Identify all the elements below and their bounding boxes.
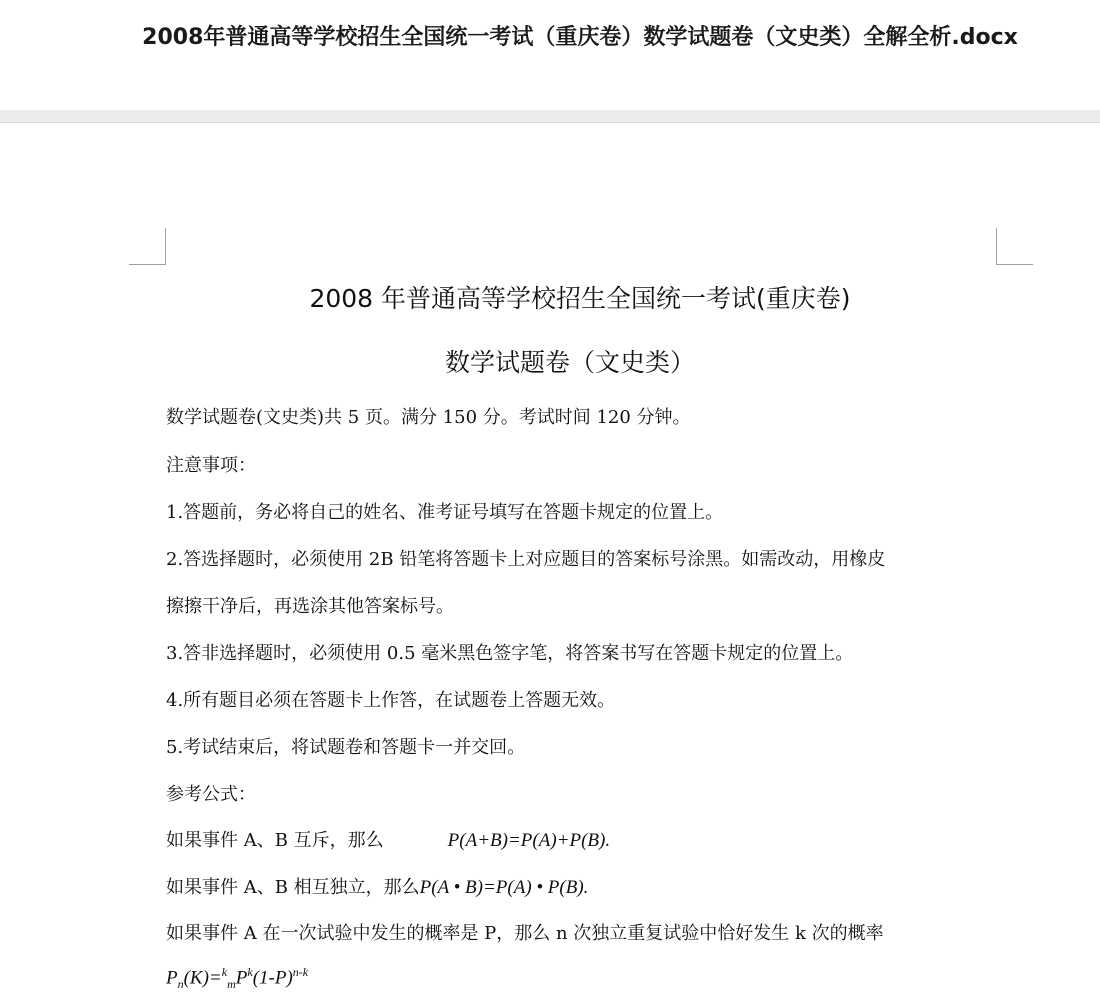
f4-p2: P bbox=[235, 967, 248, 989]
f4-exp: n-k bbox=[292, 965, 309, 979]
doc-heading: 2008 年普通高等学校招生全国统一考试(重庆卷) bbox=[309, 284, 851, 313]
f4-tail: (1-P) bbox=[252, 967, 293, 989]
note-2a: 2.答选择题时，必须使用 2B 铅笔将答题卡上对应题目的答案标号涂黑。如需改动，用橡皮 bbox=[166, 549, 886, 570]
doc-subheading: 数学试题卷（文史类） bbox=[444, 348, 695, 377]
f4-k: k bbox=[221, 965, 228, 979]
f4-m: m bbox=[227, 977, 236, 992]
note-3: 3.答非选择题时，必须使用 0.5 毫米黑色签字笔，将答案书写在答题卡规定的位置上。 bbox=[166, 643, 854, 664]
formula-2-text: 如果事件 A、B 相互独立，那么 bbox=[166, 877, 420, 898]
formula-4-line bbox=[166, 965, 308, 992]
document-page[interactable] bbox=[0, 123, 1100, 990]
f4-p: P bbox=[166, 967, 178, 989]
formula-1-text: 如果事件 A、B 互斥，那么 bbox=[166, 830, 384, 851]
note-2b: 擦擦干净后，再选涂其他答案标号。 bbox=[166, 596, 454, 617]
page-gutter bbox=[0, 110, 1100, 123]
formula-1-expr: P(A+B)=P(A)+P(B). bbox=[447, 830, 611, 851]
margin-corner-top-left bbox=[129, 228, 166, 265]
formula-2-expr: P(A • B)=P(A) • P(B). bbox=[419, 877, 589, 898]
note-1: 1.答题前，务必将自己的姓名、准考证号填写在答题卡规定的位置上。 bbox=[166, 502, 724, 523]
notes-title: 注意事项： bbox=[166, 455, 256, 476]
intro-paragraph: 数学试题卷(文史类)共 5 页。满分 150 分。考试时间 120 分钟。 bbox=[166, 407, 691, 428]
f4-n: n bbox=[177, 977, 184, 992]
margin-corner-top-right bbox=[996, 228, 1033, 265]
formula-3-text: 如果事件 A 在一次试验中发生的概率是 P，那么 n 次独立重复试验中恰好发生 k 次的概率 bbox=[166, 923, 884, 944]
note-4: 4.所有题目必须在答题卡上作答，在试题卷上答题无效。 bbox=[166, 690, 616, 711]
formula-title: 参考公式： bbox=[166, 784, 256, 805]
formula-2-line bbox=[166, 873, 588, 899]
formula-1-line bbox=[166, 826, 610, 852]
f4-k2: k bbox=[247, 965, 253, 979]
title-bar bbox=[0, 0, 1100, 110]
document-title: 2008年普通高等学校招生全国统一考试（重庆卷）数学试题卷（文史类）全解全析.docx bbox=[142, 25, 1018, 50]
note-5: 5.考试结束后，将试题卷和答题卡一并交回。 bbox=[166, 737, 526, 758]
f4-mid: (K)= bbox=[183, 967, 222, 989]
